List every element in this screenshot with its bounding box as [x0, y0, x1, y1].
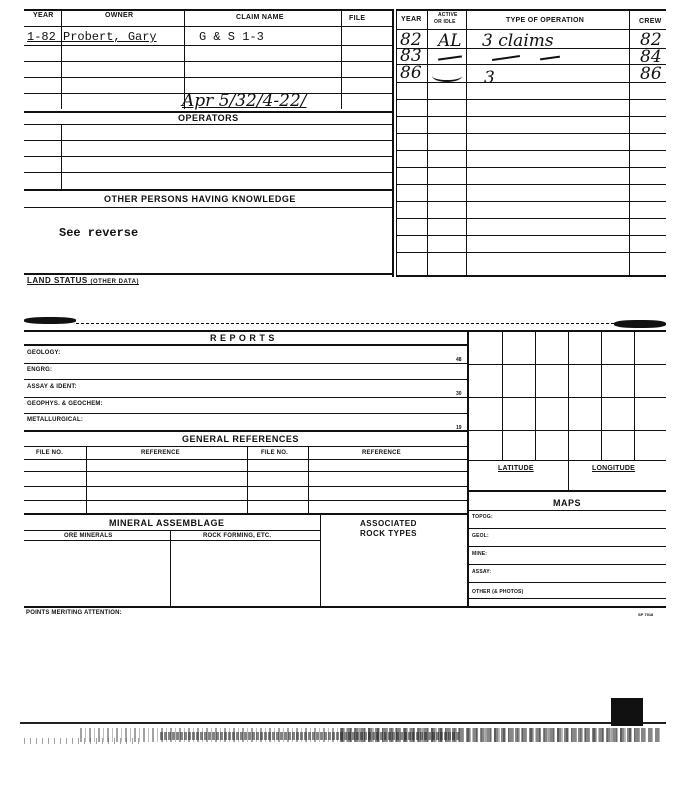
scan-edge-line	[20, 722, 666, 724]
land-status-label	[27, 276, 139, 285]
activity-header-crew: CREW	[639, 18, 662, 25]
latitude-label: LATITUDE	[498, 465, 534, 472]
ref-header-reference1: REFERENCE	[141, 450, 180, 456]
report-geology-label: GEOLOGY:	[27, 350, 61, 356]
header-owner: OWNER	[105, 12, 134, 19]
reports-title: R E P O R T S	[210, 333, 275, 343]
mineral-title: MINERAL ASSEMBLAGE	[109, 518, 225, 528]
activity-row1-crew: 82	[640, 30, 662, 50]
maps-geol: GEOL:	[472, 533, 489, 539]
maps-assay: ASSAY:	[472, 569, 492, 575]
activity-row2-year: 83	[400, 46, 422, 66]
ref-header-file1: FILE NO.	[36, 450, 63, 456]
owner-entry: 1-82 Probert, Gary	[27, 30, 157, 44]
ditto-mark	[492, 55, 520, 61]
maps-other: OTHER (& PHOTOS)	[472, 589, 524, 595]
associated-line1: ASSOCIATED	[360, 519, 417, 528]
longitude-label: LONGITUDE	[592, 465, 636, 472]
header-year: YEAR	[33, 12, 54, 19]
operators-title: OPERATORS	[178, 113, 239, 123]
scan-black-square	[611, 698, 643, 726]
associated-line2: ROCK TYPES	[360, 529, 418, 538]
maps-mine: MINE:	[472, 551, 488, 557]
maps-topog: TOPOG:	[472, 514, 493, 520]
report-metallurgical-label: METALLURGICAL:	[27, 417, 84, 423]
rock-forming-label: ROCK FORMING, ETC.	[203, 533, 272, 539]
ore-minerals-label: ORE MINERALS	[64, 533, 113, 539]
land-status-sub: (OTHER DATA)	[90, 279, 139, 285]
form-number: SP 7918	[638, 612, 654, 617]
activity-header-active: ACTIVE	[438, 12, 458, 18]
activity-header-idle: OR IDLE	[434, 19, 456, 25]
knowledge-title: OTHER PERSONS HAVING KNOWLEDGE	[104, 194, 296, 204]
report-geology-num: 48	[456, 357, 462, 363]
activity-row1-active: AL	[438, 31, 462, 51]
activity-row3-crew: 86	[640, 64, 662, 84]
knowledge-note: See reverse	[59, 226, 139, 240]
scribble-mark	[432, 70, 462, 82]
land-status-title: LAND STATUS	[27, 276, 88, 285]
handwritten-note: Apr 5/32/4-22/	[182, 91, 307, 111]
ditto-mark	[540, 56, 560, 61]
activity-header-type: TYPE OF OPERATION	[506, 17, 585, 24]
points-label: POINTS MERITING ATTENTION:	[26, 610, 122, 616]
header-file: FILE	[349, 15, 366, 22]
report-assay-num: 30	[456, 391, 462, 397]
activity-row2-crew: 84	[640, 47, 662, 67]
scan-noise	[340, 728, 660, 742]
activity-row1-type: 3 claims	[482, 31, 554, 51]
maps-title: MAPS	[553, 498, 582, 508]
ditto-mark	[438, 55, 462, 60]
header-claim-name: CLAIM NAME	[236, 14, 284, 21]
scan-noise	[24, 738, 144, 744]
ref-header-reference2: REFERENCE	[362, 450, 401, 456]
punch-hole-right	[614, 320, 666, 328]
activity-row3-type: 3	[484, 68, 495, 88]
general-references-title: GENERAL REFERENCES	[182, 434, 299, 444]
activity-header-year: YEAR	[401, 16, 422, 23]
claim-entry: G & S 1-3	[199, 30, 264, 44]
report-engrg-label: ENGRG:	[27, 367, 53, 373]
report-assay-label: ASSAY & IDENT:	[27, 384, 77, 390]
punch-hole-left	[24, 317, 76, 324]
ref-header-file2: FILE NO.	[261, 450, 288, 456]
report-geophys-label: GEOPHYS. & GEOCHEM:	[27, 401, 103, 407]
activity-row1-year: 82	[400, 30, 422, 50]
report-metallurgical-num: 19	[456, 425, 462, 431]
activity-row3-year: 86	[400, 63, 422, 83]
